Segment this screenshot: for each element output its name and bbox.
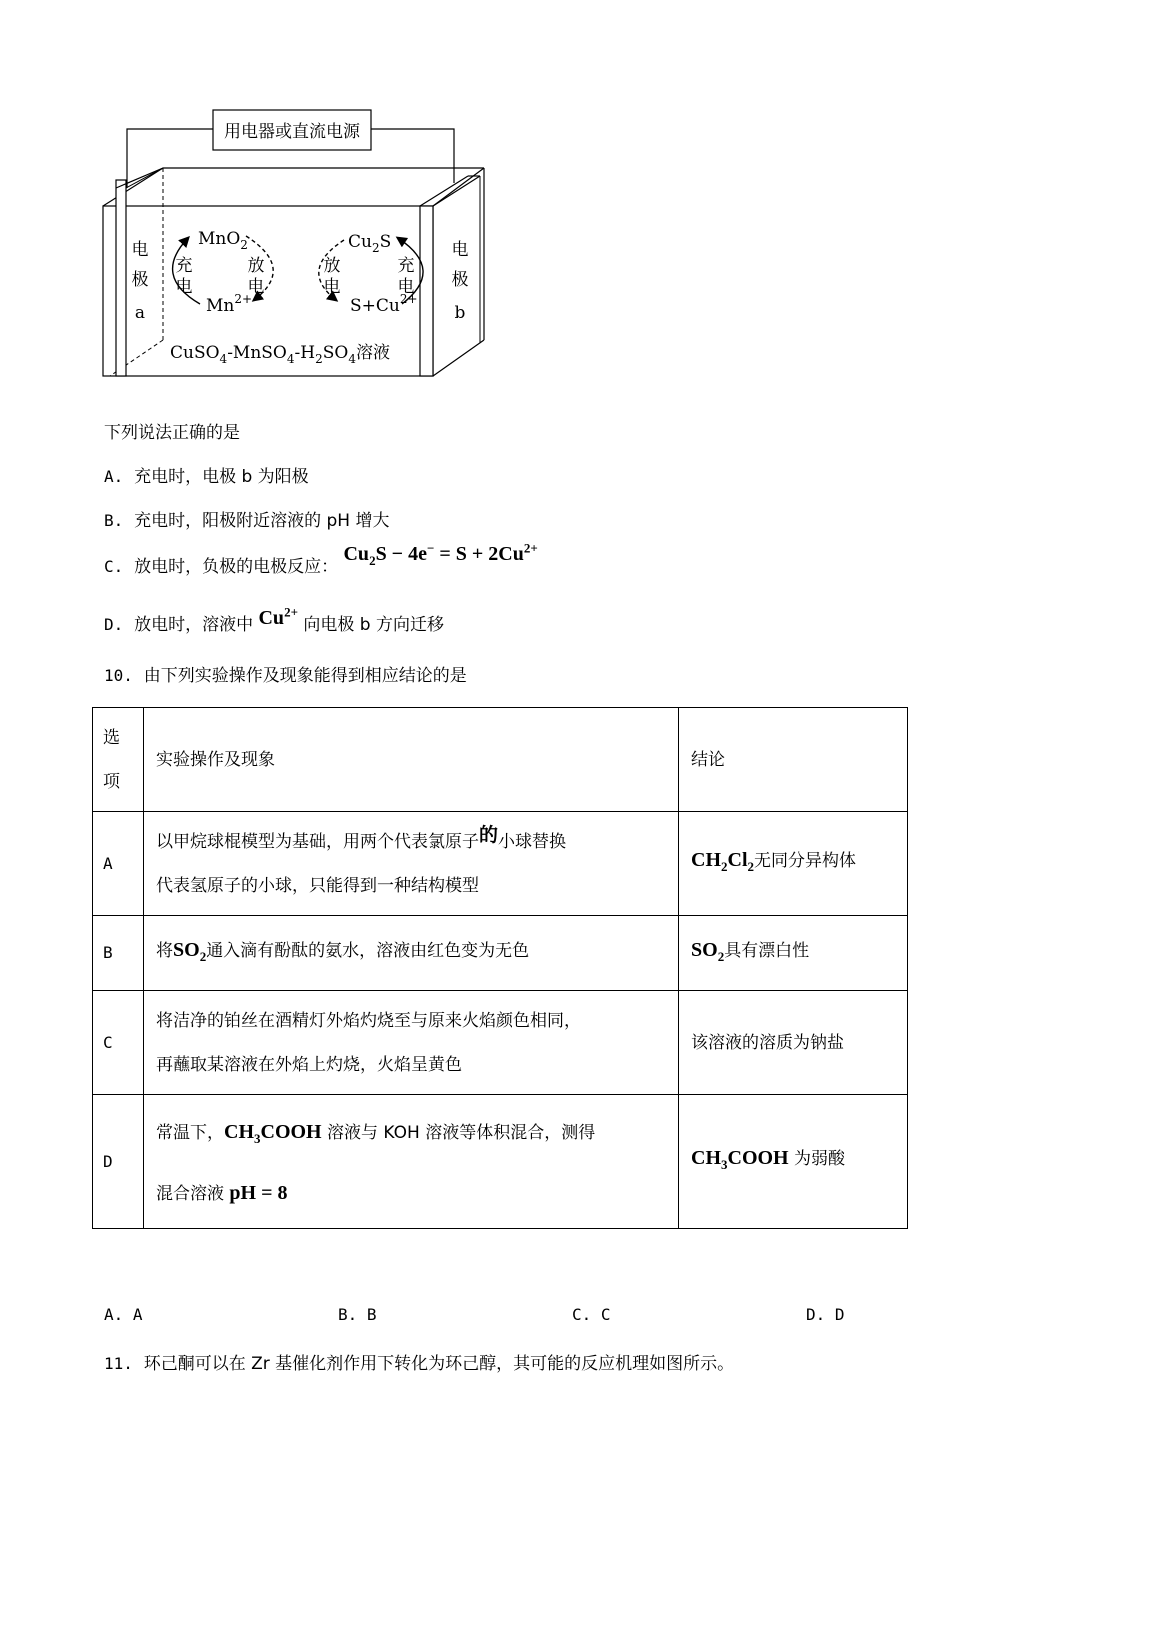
answer-choice[interactable]: D. D [806, 1305, 845, 1324]
s-cu2plus-label: $S+Cu^{2+}$ [350, 292, 418, 316]
row-option: A [93, 812, 144, 916]
table-header-row [93, 708, 908, 812]
q10-table [92, 707, 908, 1229]
mno2-label: MnO$_2$ [198, 229, 248, 252]
electrode-b [420, 176, 480, 376]
header-operation: 实验操作及现象 [144, 708, 679, 812]
row-conclusion: $SO_2$具有漂白性 [679, 916, 908, 991]
header-option: 选 项 [93, 708, 144, 812]
cu2s-label: $Cu_2S$ [348, 232, 392, 255]
table-row [93, 812, 908, 916]
left-charge-2: 电 [175, 277, 193, 297]
row-operation: 将洁净的铂丝在酒精灯外焰灼烧至与原来火焰颜色相同， 再蘸取某溶液在外焰上灼烧，火焰呈黄色 [144, 991, 679, 1095]
q9-option-b: B. 充电时，阳极附近溶液的 pH 增大 [104, 511, 390, 531]
electrode-a-label-1: 电 [131, 240, 149, 260]
q9-prompt: 下列说法正确的是 [104, 423, 240, 443]
row-option: D [93, 1095, 144, 1229]
left-charge-1: 充 [175, 256, 193, 276]
header-conclusion: 结论 [679, 708, 908, 812]
electrode-a-label-2: 极 [131, 270, 149, 290]
mn2plus-label: $Mn^{2+}$ [206, 292, 253, 316]
q10-prompt: 10. 由下列实验操作及现象能得到相应结论的是 [104, 666, 467, 686]
table-row [93, 1095, 908, 1229]
row-option: B [93, 916, 144, 991]
answer-choice[interactable]: B. B [338, 1305, 377, 1324]
right-discharge-2: 电 [323, 277, 341, 297]
electrode-b-label-1: 电 [451, 240, 469, 260]
row-conclusion: $CH_3COOH$ 为弱酸 [679, 1095, 908, 1229]
row-operation: 常温下，$CH_3COOH$ 溶液与 KOH 溶液等体积混合，测得 混合溶液 pH = 8 [144, 1095, 679, 1229]
table-row [93, 916, 908, 991]
row-operation: 将$SO_2$通入滴有酚酞的氨水，溶液由红色变为无色 [144, 916, 679, 991]
answer-choice[interactable]: C. C [572, 1305, 611, 1324]
row-conclusion: $CH_2Cl_2$无同分异构体 [679, 812, 908, 916]
right-discharge-1: 放 [323, 256, 341, 276]
power-source-label: 用电器或直流电源 [224, 122, 360, 142]
half-reaction-formula: $Cu_2S - 4e^- = S + 2Cu^{2+}$ [343, 540, 538, 568]
q9-option-a: A. 充电时，电极 b 为阳极 [104, 467, 309, 487]
electrode-a-label-3: a [134, 303, 146, 323]
left-discharge-2: 电 [247, 277, 265, 297]
row-option: C [93, 991, 144, 1095]
q9-option-d: D. 放电时，溶液中 $Cu^{2+}$ 向电极 b 方向迁移 [104, 604, 444, 635]
cu2plus-ion: $Cu^{2+}$ [258, 604, 298, 629]
table-row [93, 991, 908, 1095]
row-operation: 以甲烷球棍模型为基础，用两个代表氯原子的小球替换 代表氢原子的小球，只能得到一种结构模型 [144, 812, 679, 916]
q10-answer-choices [104, 1305, 864, 1335]
electrode-b-label-3: b [454, 303, 466, 323]
q9-option-c: C. 放电时，负极的电极反应： $Cu_2S - 4e^- = S + 2Cu^{2+}$ [104, 540, 538, 577]
q11-prompt: 11. 环己酮可以在 Zr 基催化剂作用下转化为环己醇，其可能的反应机理如图所示。 [104, 1354, 735, 1374]
electrode-b-label-2: 极 [451, 270, 469, 290]
row-conclusion: 该溶液的溶质为钠盐 [679, 991, 908, 1095]
left-discharge-1: 放 [247, 256, 265, 276]
right-charge-2: 电 [397, 277, 415, 297]
electrochemical-cell-diagram [100, 108, 520, 398]
answer-choice[interactable]: A. A [104, 1305, 143, 1324]
right-charge-1: 充 [397, 256, 415, 276]
solution-label: $CuSO_4-MnSO_4-H_2SO_4$溶液 [170, 343, 390, 366]
